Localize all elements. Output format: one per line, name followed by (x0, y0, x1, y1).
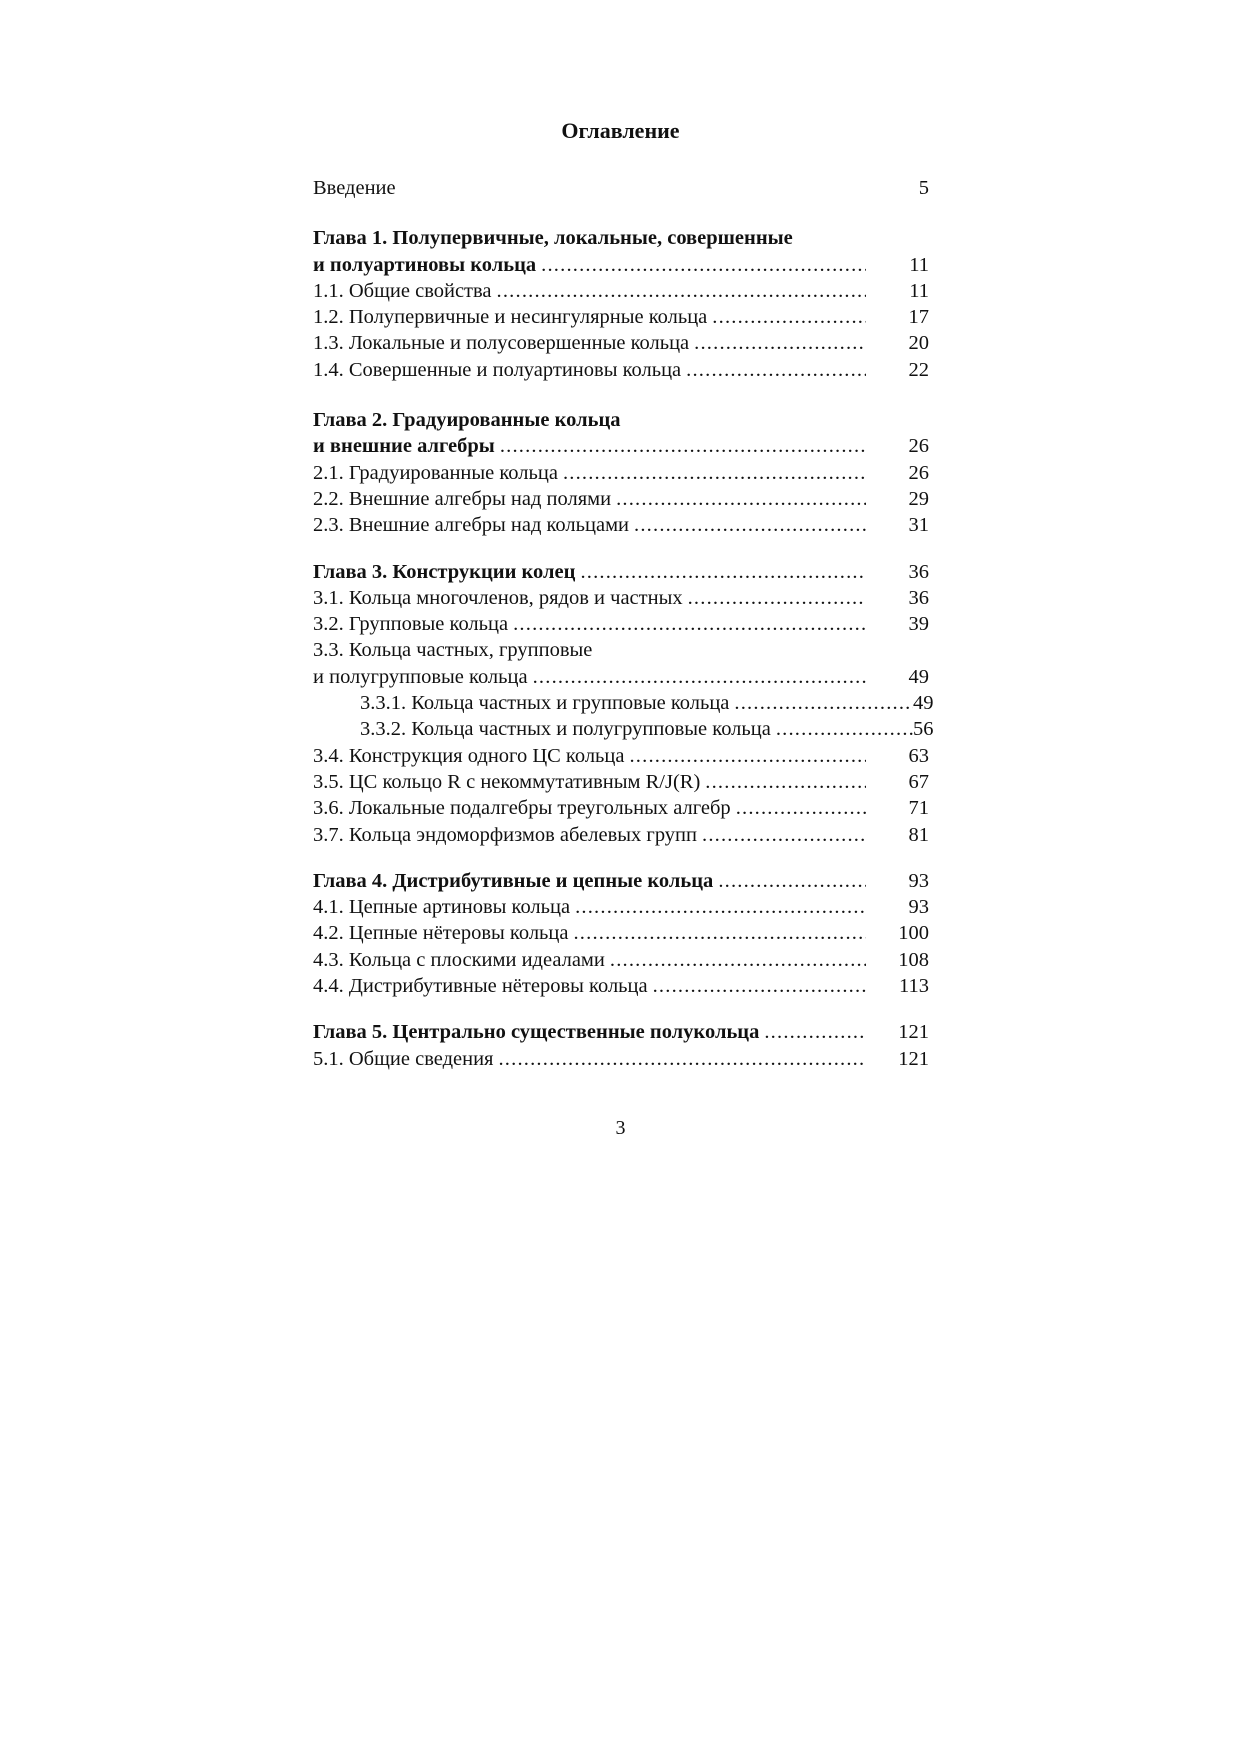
toc-label: 4.4. Дистрибутивные нётеровы кольца (313, 975, 648, 998)
toc-page-number: 67 (908, 770, 929, 793)
toc-page-number: 36 (908, 560, 929, 583)
dot-leader (634, 512, 866, 538)
dot-leader (712, 304, 866, 330)
toc-label: 3.3. Кольца частных, групповые (313, 639, 593, 662)
toc-chapter-title-line: Глава 4. Дистрибутивные и цепные кольца (313, 869, 714, 892)
dot-leader (705, 769, 866, 795)
toc-section-3-3-heading (313, 637, 929, 663)
toc-page-number: 100 (898, 922, 929, 945)
dot-leader (563, 460, 866, 486)
toc-page-number: 49 (913, 692, 934, 715)
toc-chapter-title-line: Глава 3. Конструкции колец (313, 560, 576, 583)
toc-label: 2.3. Внешние алгебры над кольцами (313, 514, 630, 537)
toc-label: 3.3.1. Кольца частных и групповые кольца (360, 692, 730, 715)
toc-page-number: 5 (918, 177, 929, 199)
toc-section-1-3[interactable] (313, 330, 929, 356)
toc-page-number: 63 (908, 744, 929, 767)
toc-chapter-1-heading (313, 225, 929, 251)
toc-chapter-3[interactable] (313, 559, 929, 585)
toc-page-number: 39 (908, 613, 929, 636)
toc-page-number: 113 (899, 975, 929, 998)
toc-page-number: 20 (908, 332, 929, 355)
toc-page-number: 71 (908, 797, 929, 820)
toc-page-number: 17 (908, 306, 929, 329)
toc-label: 3.6. Локальные подалгебры треугольных алгебр (313, 797, 731, 820)
toc-chapter-2-heading (313, 407, 929, 433)
toc-page-number: 121 (898, 1021, 929, 1044)
toc-page-number: 11 (909, 279, 929, 302)
dot-leader (573, 920, 866, 946)
toc-label: 2.1. Градуированные кольца (313, 461, 558, 484)
toc-section-3-5[interactable] (313, 769, 929, 795)
toc-page-number: 108 (898, 948, 929, 971)
toc-section-1-2[interactable] (313, 304, 929, 330)
toc-label: 2.2. Внешние алгебры над полями (313, 487, 612, 510)
toc-label: 3.1. Кольца многочленов, рядов и частных (313, 586, 683, 609)
dot-leader (688, 585, 866, 611)
dot-leader (533, 664, 866, 690)
toc-section-4-3[interactable] (313, 947, 929, 973)
toc-chapter-title-line: Глава 2. Градуированные кольца (313, 409, 621, 432)
toc-section-4-2[interactable] (313, 920, 929, 946)
toc-section-3-3[interactable] (313, 664, 929, 690)
dot-leader (629, 743, 866, 769)
toc-entry-intro[interactable] (313, 175, 929, 201)
toc-section-3-1[interactable] (313, 585, 929, 611)
toc-label: и полугрупповые кольца (313, 665, 528, 688)
toc-page-number: 26 (908, 461, 929, 484)
toc-section-3-6[interactable] (313, 795, 929, 821)
toc-label: 5.1. Общие сведения (313, 1047, 494, 1070)
toc-section-1-1[interactable] (313, 278, 929, 304)
dot-leader (497, 278, 866, 304)
toc-page-number: 49 (908, 665, 929, 688)
toc-label: 1.2. Полупервичные и несингулярные кольца (313, 306, 708, 329)
toc-page-number: 56 (913, 718, 934, 741)
dot-leader (734, 690, 913, 716)
toc-chapter-title-line: и внешние алгебры (313, 435, 495, 458)
toc-label: 4.2. Цепные нётеровы кольца (313, 922, 569, 945)
dot-leader (694, 330, 866, 356)
toc-section-2-1[interactable] (313, 460, 929, 486)
toc-chapter-1[interactable] (313, 252, 929, 278)
toc-subsection-3-3-1[interactable] (313, 690, 934, 716)
toc-chapter-title-line: Глава 5. Центрально существенные полукольца (313, 1021, 760, 1044)
toc-page-number: 93 (908, 896, 929, 919)
toc-page-number: 22 (908, 358, 929, 381)
toc-label: 3.2. Групповые кольца (313, 613, 509, 636)
toc-page-number: 81 (908, 823, 929, 846)
toc-page-number: 36 (908, 586, 929, 609)
toc-section-4-4[interactable] (313, 973, 929, 999)
dot-leader (575, 894, 866, 920)
toc-label: 3.5. ЦС кольцо R с некоммутативным R/J(R) (313, 770, 701, 793)
toc-section-2-3[interactable] (313, 512, 929, 538)
toc-section-2-2[interactable] (313, 486, 929, 512)
toc-chapter-5[interactable] (313, 1019, 929, 1045)
dot-leader (653, 973, 866, 999)
toc-chapter-4[interactable] (313, 868, 929, 894)
toc-label: Введение (313, 177, 396, 199)
dot-leader (702, 822, 866, 848)
dot-leader (776, 716, 913, 742)
dot-leader (498, 1046, 866, 1072)
toc-page-number: 29 (908, 487, 929, 510)
toc-section-3-2[interactable] (313, 611, 929, 637)
dot-leader (580, 559, 866, 585)
toc-label: 4.3. Кольца с плоскими идеалами (313, 948, 605, 971)
dot-leader (610, 947, 866, 973)
toc-label: 1.1. Общие свойства (313, 279, 492, 302)
toc-chapter-title-line: Глава 1. Полупервичные, локальные, совершенные (313, 227, 793, 250)
toc-page-number: 93 (908, 869, 929, 892)
toc-label: 3.7. Кольца эндоморфизмов абелевых групп (313, 823, 697, 846)
toc-label: 3.3.2. Кольца частных и полугрупповые кольца (360, 718, 771, 741)
page-title: Оглавление (561, 118, 680, 143)
toc-section-3-4[interactable] (313, 743, 929, 769)
toc-page-number: 31 (908, 514, 929, 537)
dot-leader (500, 433, 866, 459)
dot-leader (736, 795, 866, 821)
dot-leader (718, 868, 866, 894)
page-number-footer: 3 (615, 1117, 626, 1139)
toc-label: 1.4. Совершенные и полуартиновы кольца (313, 358, 682, 381)
dot-leader (686, 357, 866, 383)
toc-page-number: 26 (908, 435, 929, 458)
toc-label: 3.4. Конструкция одного ЦС кольца (313, 744, 625, 767)
dot-leader (513, 611, 866, 637)
toc-label: 1.3. Локальные и полусовершенные кольца (313, 332, 690, 355)
toc-page-number: 11 (909, 253, 929, 276)
toc-section-4-1[interactable] (313, 894, 929, 920)
toc-subsection-3-3-2[interactable] (313, 716, 934, 742)
toc-label: 4.1. Цепные артиновы кольца (313, 896, 571, 919)
toc-section-3-7[interactable] (313, 822, 929, 848)
dot-leader (616, 486, 866, 512)
toc-page-number: 121 (898, 1047, 929, 1070)
dot-leader (764, 1019, 866, 1045)
toc-section-1-4[interactable] (313, 357, 929, 383)
table-of-contents (313, 175, 934, 1072)
toc-chapter-2[interactable] (313, 433, 929, 459)
toc-chapter-title-line: и полуартиновы кольца (313, 253, 537, 276)
toc-section-5-1[interactable] (313, 1046, 929, 1072)
dot-leader (541, 252, 866, 278)
